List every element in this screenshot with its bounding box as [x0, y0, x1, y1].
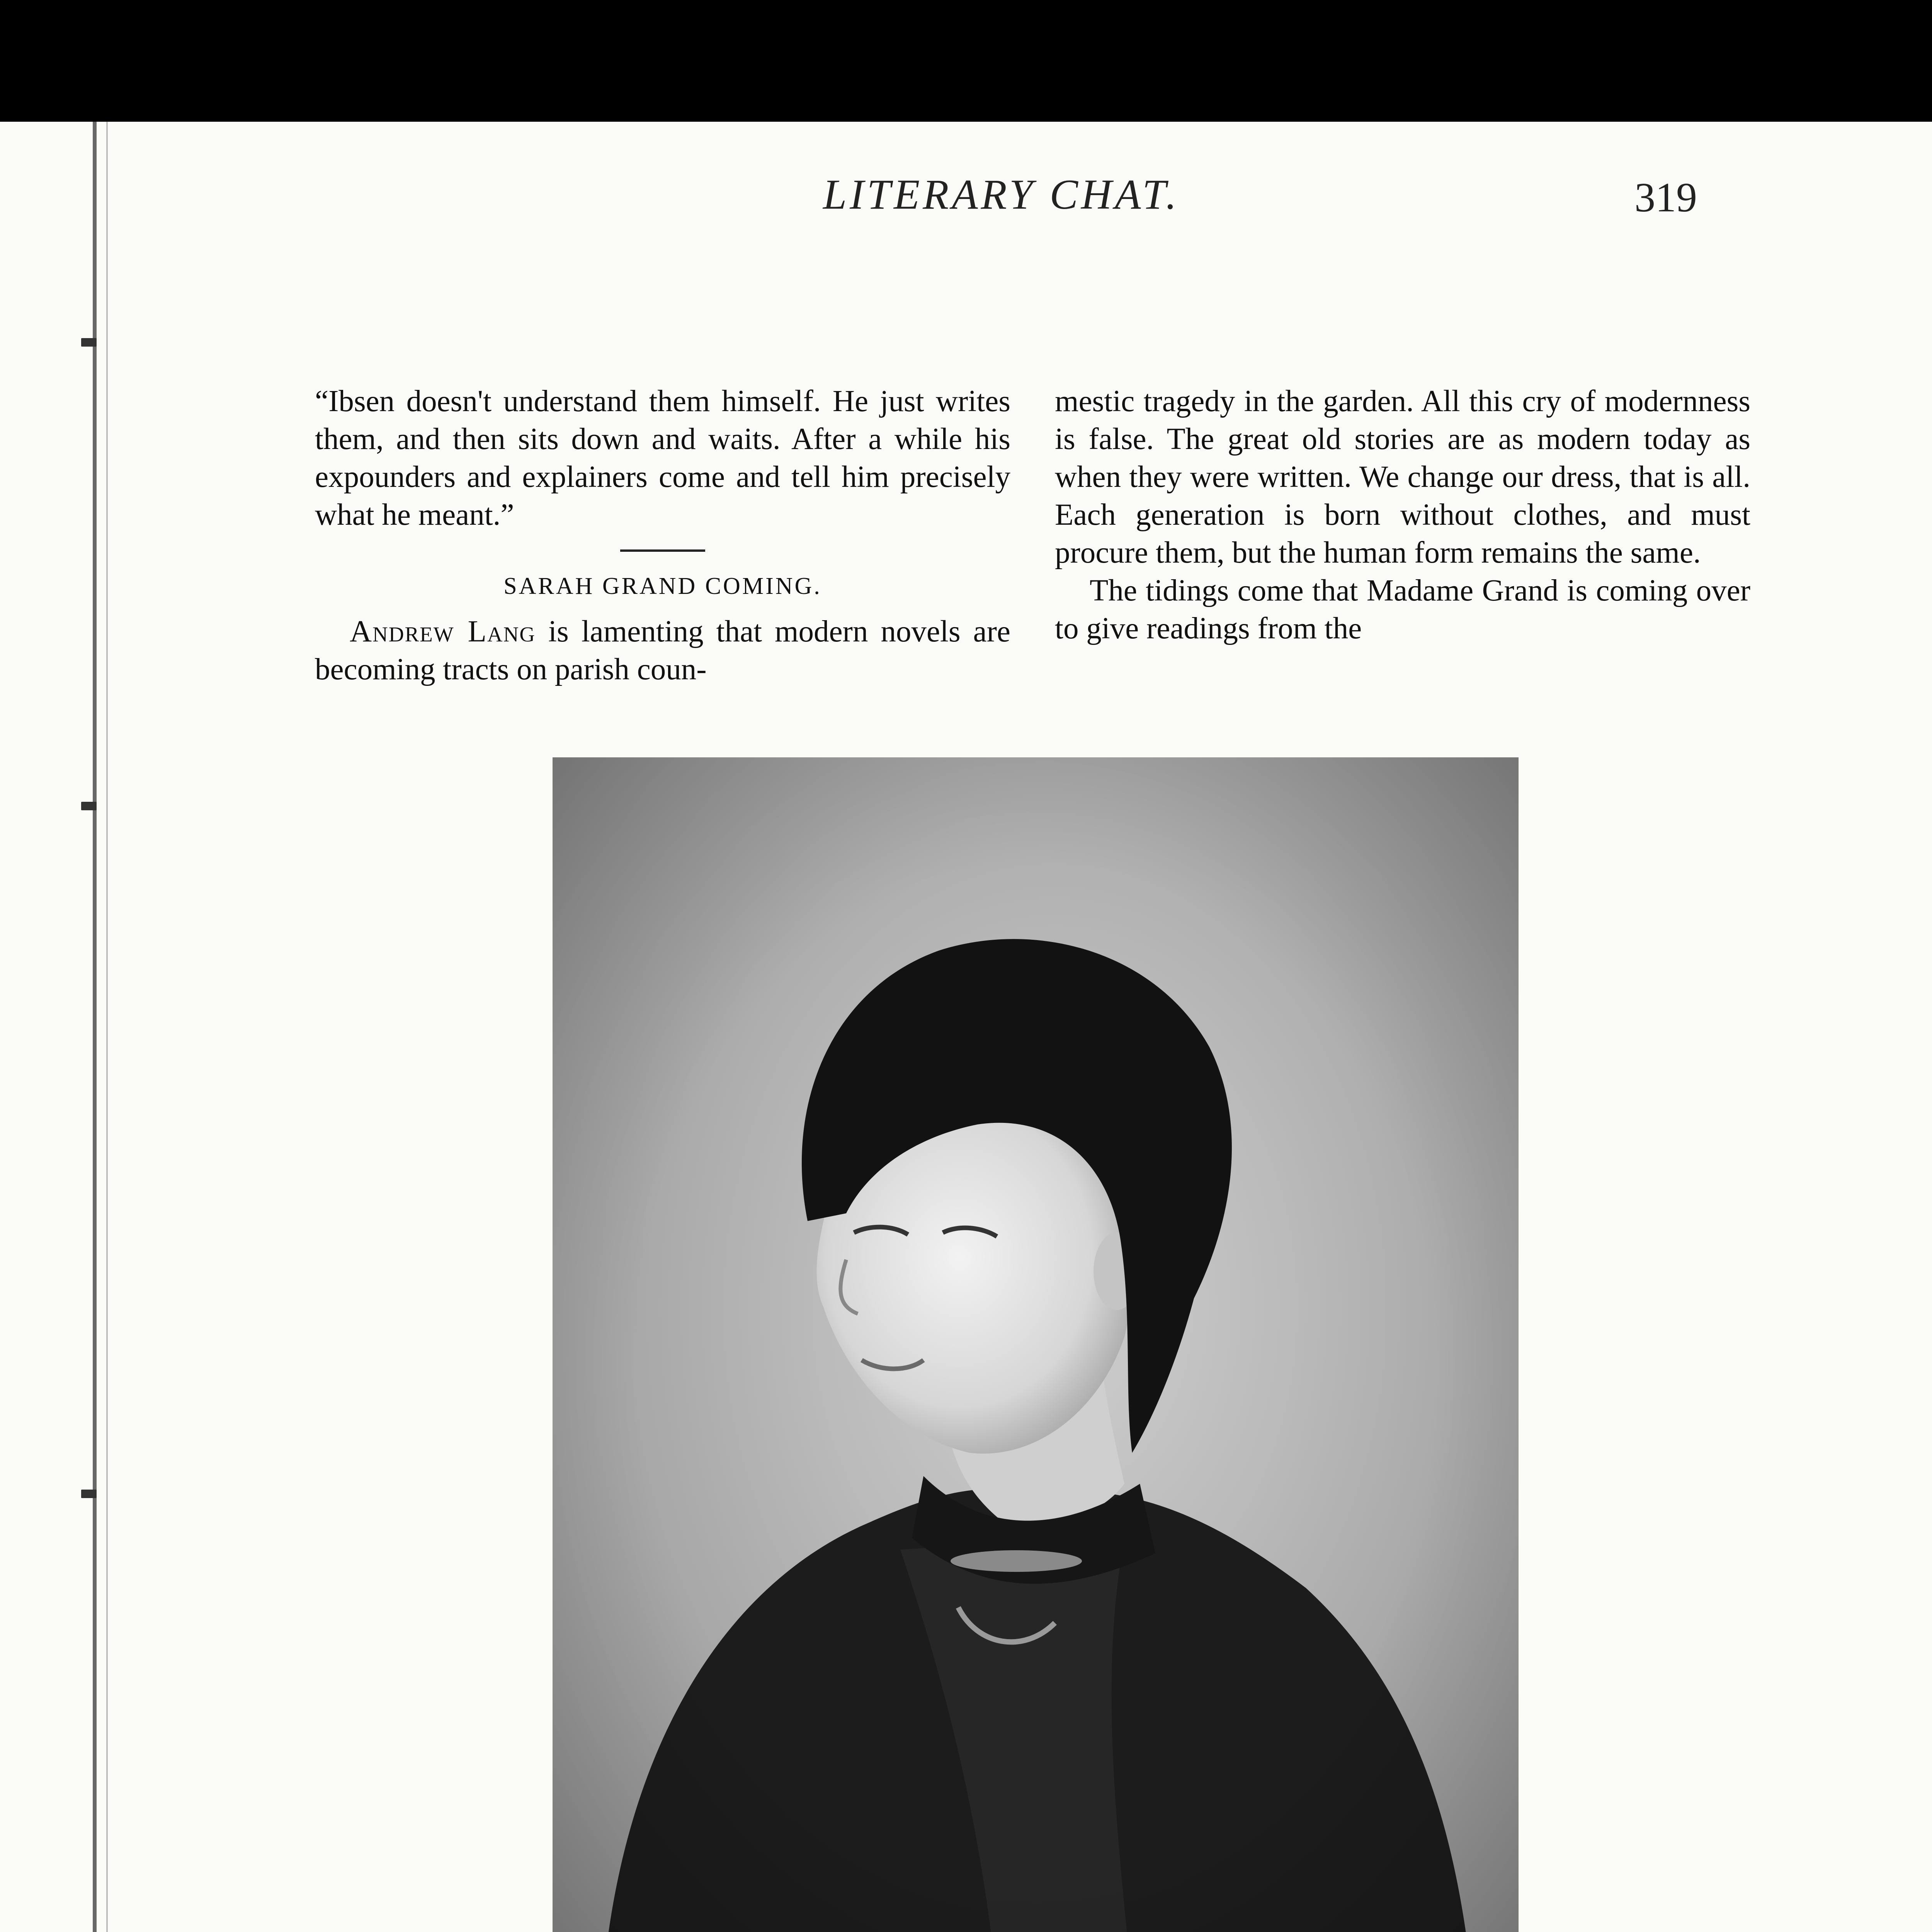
page-number: 319 [1634, 175, 1697, 221]
gutter-mark [81, 1490, 97, 1498]
author-name: Andrew Lang [350, 615, 536, 648]
gutter-mark [81, 802, 97, 810]
paragraph: mestic tragedy in the garden. All this cry of modernness is false. The great old stories are as modern today as when they were written. We change our dress, that is all. Each generation is born without clothes, and must procure them, but the human form remains the same. [1055, 384, 1750, 570]
portrait-image [553, 757, 1519, 1932]
paragraph-text: is lamenting that modern novels are becoming tracts on parish coun- [315, 615, 1010, 686]
paragraph [315, 613, 1010, 689]
left-column-top [315, 383, 1010, 689]
paragraph: “Ibsen doesn't understand them himself. He just writes them, and then sits down and waits. After a while his expounders and explainers come and tell him precisely what he meant.” [315, 384, 1010, 532]
section-title: SARAH GRAND COMING. [503, 573, 822, 599]
binding-gutter-line-secondary [106, 122, 108, 1932]
portrait-photograph [553, 757, 1519, 1932]
paragraph: The tidings come that Madame Grand is coming over to give readings from the [1055, 574, 1750, 645]
running-head: LITERARY CHAT. [823, 171, 1180, 218]
section-divider [620, 549, 705, 552]
binding-gutter-line [93, 122, 97, 1932]
right-column-top [1055, 383, 1750, 648]
gutter-mark [81, 338, 97, 347]
